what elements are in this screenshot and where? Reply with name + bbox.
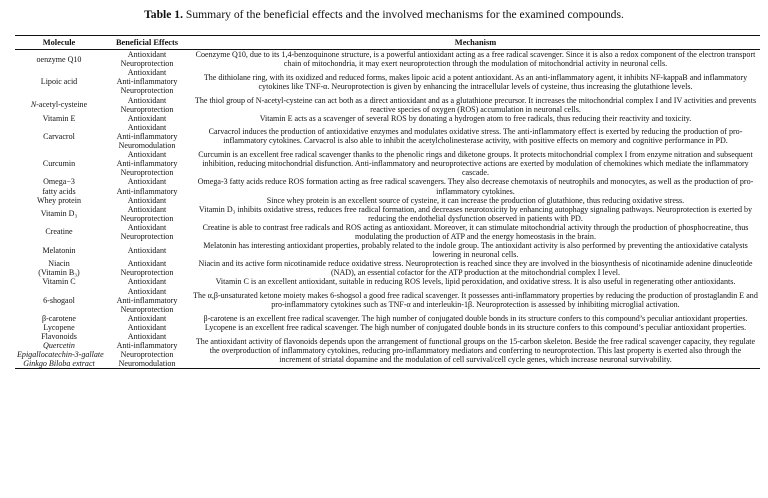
table-row xyxy=(15,196,760,205)
molecule-name: N-acetyl-cysteine xyxy=(30,100,88,110)
effect-label: Antioxidant xyxy=(127,95,167,105)
header-beneficial-effects: Beneficial Effects xyxy=(103,36,191,50)
table-row xyxy=(15,277,760,286)
effects-cell xyxy=(103,332,191,369)
effect-label: Antioxidant xyxy=(127,332,167,341)
mechanism-text: Vitamin C is an excellent antioxidant, suitable in reducing ROS levels, lipid peroxidation, and oxidative stress. It is also useful in regenerating other antioxidants. xyxy=(215,277,736,287)
molecule-name: Melatonin xyxy=(42,245,76,255)
molecule-cell xyxy=(15,259,103,277)
effects-cell xyxy=(103,196,191,205)
molecule-name: Vitamin E xyxy=(42,113,76,123)
mechanism-text: Vitamin D₃ inhibits oxidative stress, reduces free radical formation, and decreases neurotoxicity by enhancing autophagy signaling pathways. Neuroprotection is exerted by reducing the endothelial dysfunction observed in patients with PD. xyxy=(198,204,753,223)
molecule-name: Quercetin xyxy=(43,341,75,351)
effect-label: Anti-inflammatory xyxy=(116,186,178,196)
effects-cell xyxy=(103,50,191,69)
mechanism-text: Vitamin E acts as a scavenger of several ROS by donating a hydrogen atom to free radicals, thus reducing their reactivity and toxicity. xyxy=(259,113,692,123)
effect-label: Antioxidant xyxy=(127,245,167,255)
effects-cell xyxy=(103,241,191,259)
molecule-name: Whey protein xyxy=(36,195,82,205)
effect-label: Antioxidant xyxy=(127,322,167,332)
table-row xyxy=(15,96,760,114)
molecule-name: Epigallocatechin-3-gallate xyxy=(17,350,104,360)
table-row xyxy=(15,68,760,95)
effect-label: Neuroprotection xyxy=(120,304,174,314)
table-row xyxy=(15,287,760,314)
header-mechanism: Mechanism xyxy=(191,36,760,50)
effects-cell xyxy=(103,259,191,277)
mechanism-text: The thiol group of N-acetyl-cysteine can act both as a direct antioxidant and as a glutathione precursor. It increases the mitochondrial complex I and IV activities and prevents reactive species of oxygen (ROS) accumulation in neuronal cells. xyxy=(194,95,757,114)
mechanism-text: Niacin and its active form nicotinamide reduce oxidative stress. Neuroprotection is reached since they are involved in the biosynthesis of nicotinamide adenine dinucleotide (NAD), an essential cofactor for the ATP production at the mitochondrial complex I level. xyxy=(198,259,753,278)
molecule-name: Carvacrol xyxy=(43,131,75,141)
molecule-name: Lycopene xyxy=(43,322,75,332)
effect-label: Neuroprotection xyxy=(120,213,174,223)
effects-cell xyxy=(103,277,191,286)
molecule-name: Vitamin C xyxy=(42,277,76,287)
molecule-cell xyxy=(15,96,103,114)
effect-label: Neuroprotection xyxy=(120,104,174,114)
molecule-cell xyxy=(15,50,103,69)
table-row xyxy=(15,123,760,150)
molecule-cell xyxy=(15,150,103,177)
effect-label: Antioxidant xyxy=(127,195,167,205)
molecule-name: oenzyme Q10 xyxy=(36,54,82,64)
molecule-name: β-carotene xyxy=(41,313,77,323)
mechanism-text: Melatonin has interesting antioxidant properties, probably related to the indole group. The antioxidant activity is also performed by preventing the antioxidative catalysts lowering in neuronal cells. xyxy=(203,241,748,260)
molecule-name: fatty acids xyxy=(42,186,76,196)
effect-label: Anti-inflammatory xyxy=(116,77,178,87)
table-row xyxy=(15,323,760,332)
effect-label: Anti-inflammatory xyxy=(116,341,178,351)
molecule-cell xyxy=(15,323,103,332)
molecule-cell xyxy=(15,123,103,150)
effect-label: Neuroprotection xyxy=(120,350,174,360)
effect-label: Neuromodulation xyxy=(118,141,176,151)
molecule-name: Creatine xyxy=(45,227,73,237)
table-row xyxy=(15,241,760,259)
mechanism-text: Carvacrol induces the production of antioxidative enzymes and modulates oxidative stress. The anti-inflammatory effect is exerted by reducing the production of pro-inflammatory cytokines. Carvacrol is also able to inhibit the acetylcholinesterase activity, with positive effects on memory and cognitive performance in PD. xyxy=(208,127,743,146)
mechanism-text: Curcumin is an excellent free radical scavenger thanks to the phenolic rings and diketone groups. It protects mitochondrial complex I from enzyme nitration and subsequent inhibition, reducing mitochondrial disfunction. Anti-inflammatory and neuroprotective actions are exerted by modulation of chemokines which mediate the inflammatory cascade. xyxy=(198,150,753,178)
effects-cell xyxy=(103,96,191,114)
effect-label: Neuroprotection xyxy=(120,86,174,96)
molecule-name: Vitamin D₃ xyxy=(40,209,78,219)
molecule-cell xyxy=(15,68,103,95)
effect-label: Neuroprotection xyxy=(120,168,174,178)
table-row xyxy=(15,50,760,69)
table-caption-label: Table 1. xyxy=(144,8,183,21)
molecule-cell xyxy=(15,241,103,259)
molecule-cell xyxy=(15,314,103,323)
effect-label: Antioxidant xyxy=(127,286,167,296)
molecule-name: Curcumin xyxy=(42,159,76,169)
molecule-cell xyxy=(15,114,103,123)
effect-label: Neuromodulation xyxy=(118,359,176,369)
effect-label: Neuroprotection xyxy=(120,268,174,278)
molecule-name: Lipoic acid xyxy=(40,77,78,87)
effects-cell xyxy=(103,287,191,314)
mechanism-text: β-carotene is an excellent free radical scavenger. The high number of conjugated double bonds in its structure confers to this compound’s peculiar antioxidant properties. xyxy=(203,313,748,323)
molecule-name: Niacin xyxy=(48,259,70,269)
effects-cell xyxy=(103,223,191,241)
molecule-cell xyxy=(15,223,103,241)
table-row xyxy=(15,177,760,195)
effects-cell xyxy=(103,114,191,123)
effect-label: Anti-inflammatory xyxy=(116,131,178,141)
molecule-name: (Vitamin B₃) xyxy=(38,268,80,278)
table-row xyxy=(15,259,760,277)
table-row xyxy=(15,150,760,177)
effect-label: Antioxidant xyxy=(127,122,167,132)
effect-label: Antioxidant xyxy=(127,150,167,160)
effects-cell xyxy=(103,150,191,177)
molecule-name: Ginkgo Biloba extract xyxy=(23,359,95,369)
mechanism-text: Creatine is able to contrast free radicals and ROS acting as antioxidant. Moreover, it can stimulate mitochondrial activity through the production of phosphocreatine, thus modulating the production of ATP and the energy homeostasis in the brain. xyxy=(202,222,749,241)
mechanism-text: Lycopene is an excellent free radical scavenger. The high number of conjugated double bonds in its structure confers to this compound’s peculiar antioxidant properties. xyxy=(204,322,747,332)
effect-label: Anti-inflammatory xyxy=(116,159,178,169)
molecule-cell xyxy=(15,177,103,195)
table-row xyxy=(15,114,760,123)
table-header-row xyxy=(15,36,760,50)
table-row xyxy=(15,314,760,323)
table-row xyxy=(15,223,760,241)
effect-label: Antioxidant xyxy=(127,277,167,287)
molecule-name: 6-shogaol xyxy=(43,295,75,305)
effect-label: Neuroprotection xyxy=(120,59,174,69)
mechanism-text: The dithiolane ring, with its oxidized and reduced forms, makes lipoic acid a potent antioxidant. As an anti-inflammatory agent, it inhibits NF-kappaB and inflammatory cytokines like TNF-α. Neuroprotection is given by enhancing the intracellular levels of cysteine, thus increasing the glutathione levels. xyxy=(203,72,748,91)
compounds-table xyxy=(15,35,760,369)
effect-label: Antioxidant xyxy=(127,222,167,232)
molecule-cell xyxy=(15,277,103,286)
effects-cell xyxy=(103,323,191,332)
effect-label: Antioxidant xyxy=(127,68,167,78)
effects-cell xyxy=(103,123,191,150)
molecule-cell xyxy=(15,287,103,314)
mechanism-text: Omega-3 fatty acids reduce ROS formation acting as free radical scavengers. They also decrease chemotaxis of neutrophils and monocytes, as well as the production of pro-inflammatory cytokines. xyxy=(197,177,754,196)
effect-label: Neuroprotection xyxy=(120,231,174,241)
table-row xyxy=(15,205,760,223)
effect-label: Antioxidant xyxy=(127,259,167,269)
mechanism-text: Since whey protein is an excellent source of cysteine, it can increase the production of glutathione, thus reducing oxidative stress. xyxy=(266,195,685,205)
effect-label: Antioxidant xyxy=(127,177,167,187)
molecule-name: Omega−3 xyxy=(43,177,75,187)
mechanism-text: The antioxidant activity of flavonoids depends upon the arrangement of functional groups on the 15-carbon skeleton. Beside the free radical scavenger capacity, they regulate the overproduction of inflammatory cytokines, reducing pro-inflammatory mediators and conferring to neuroprotection. This last property is exerted also through the increment of striatal dopamine and the modulation of cell survival/cell cycle genes, which increase neuronal survivability. xyxy=(191,332,760,369)
effects-cell xyxy=(103,205,191,223)
effect-label: Antioxidant xyxy=(127,204,167,214)
table-caption-text: Summary of the beneficial effects and the involved mechanisms for the examined compounds. xyxy=(183,8,624,21)
molecule-cell xyxy=(15,332,103,369)
effects-cell xyxy=(103,314,191,323)
molecule-name: Flavonoids xyxy=(41,332,77,341)
effect-label: Anti-inflammatory xyxy=(116,295,178,305)
effects-cell xyxy=(103,68,191,95)
effects-cell xyxy=(103,177,191,195)
molecule-cell xyxy=(15,205,103,223)
effect-label: Antioxidant xyxy=(127,50,167,60)
table-body xyxy=(15,50,760,369)
table-row xyxy=(15,332,760,369)
mechanism-text: The α,β-unsaturated ketone moiety makes 6-shogsol a good free radical scavenger. It possesses anti-inflammatory properties by reducing the production of prostaglandin E and pro-inflammatory cytokines such as TNF-α and interleukin-1β. Neuroprotection is assessed by inhibiting microglial activation. xyxy=(193,291,758,310)
effect-label: Antioxidant xyxy=(127,113,167,123)
effect-label: Antioxidant xyxy=(127,313,167,323)
molecule-cell xyxy=(15,196,103,205)
table-caption xyxy=(0,8,768,21)
header-molecule: Molecule xyxy=(15,36,103,50)
mechanism-text: Coenzyme Q10, due to its 1,4-benzoquinone structure, is a powerful antioxidant acting as a free radical scavenger. Since it is also a redox component of the electron transport chain of mitochondria, it may exert neuroprotection through the modulation of mitochondrial activity in neuronal cells. xyxy=(195,50,756,69)
